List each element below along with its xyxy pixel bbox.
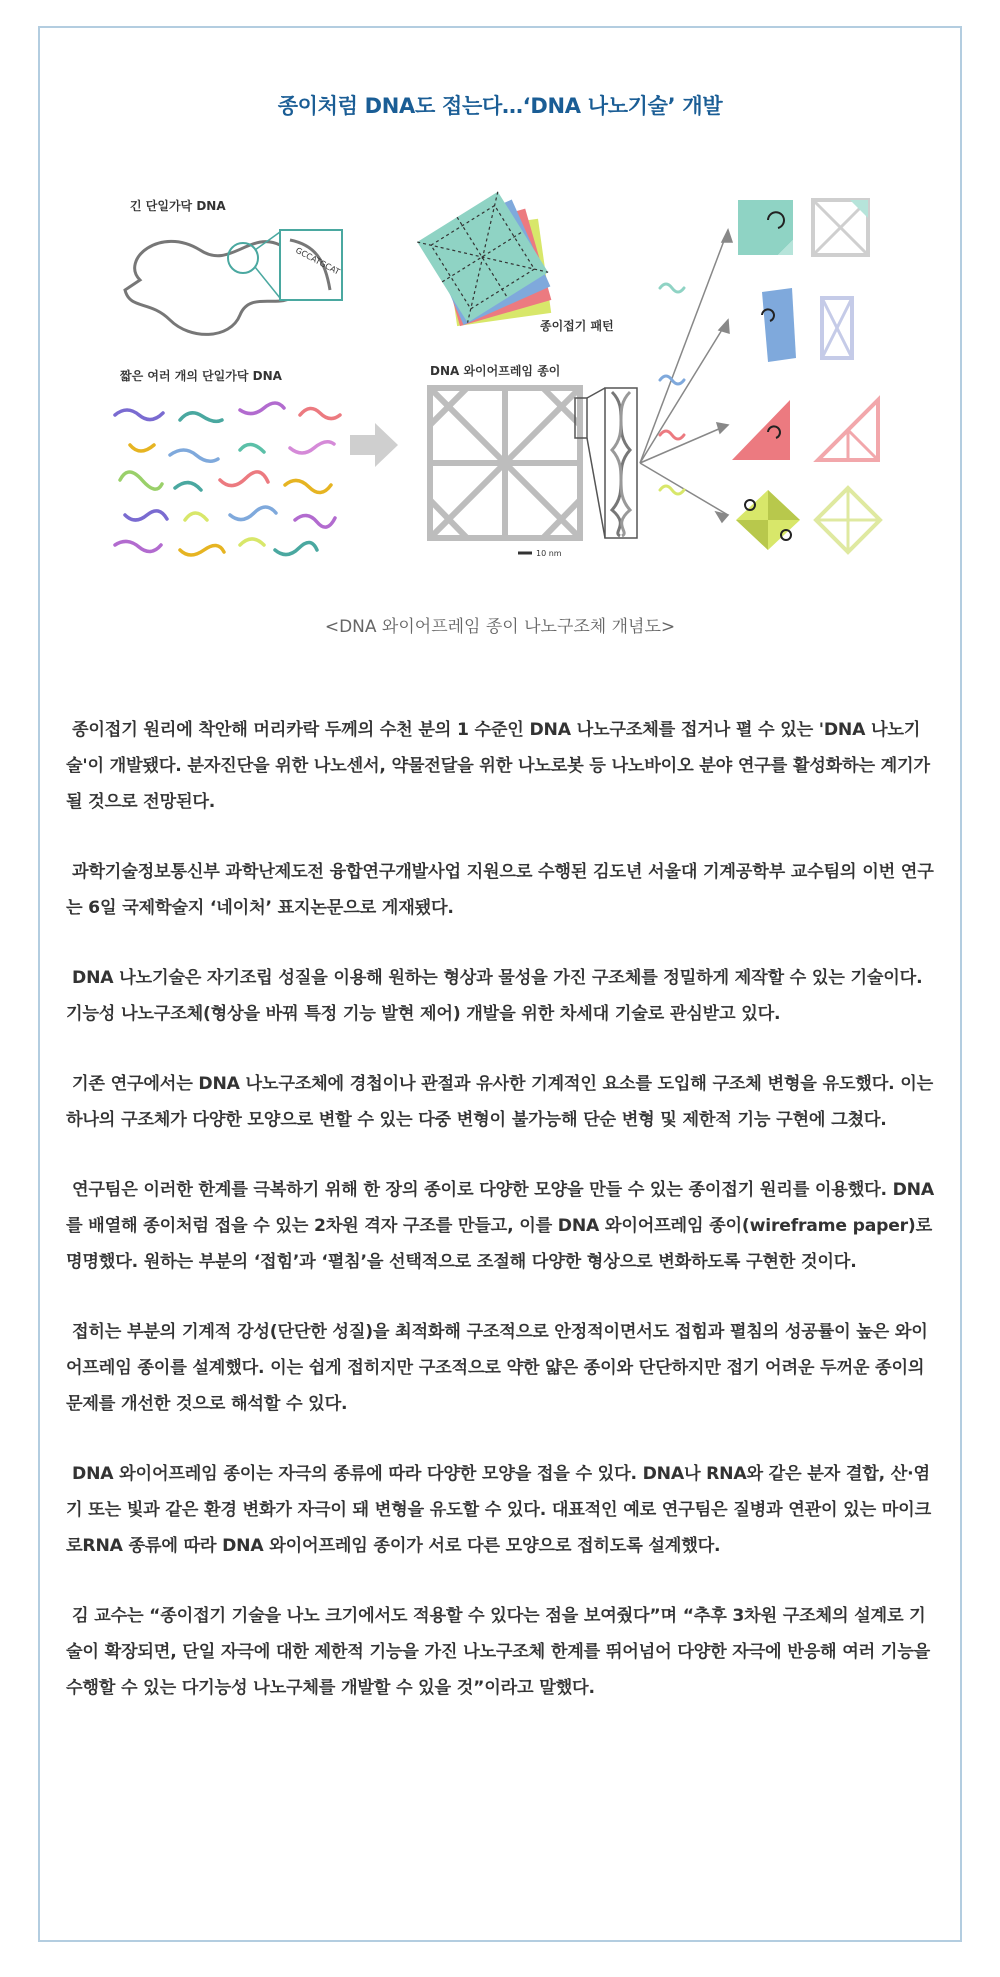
paragraph: 연구팀은 이러한 한계를 극복하기 위해 한 장의 종이로 다양한 모양을 만들 수 있는 종이접기 원리를 이용했다. DNA를 배열해 종이처럼 접을 수 있는 2차원 격자 구조를 만들고, 이를 DNA 와이어프레임 종이(wireframe paper)로 명명했다. 원하는 부분의 ‘접힘’과 ‘펼침’을 선택적으로 조절해 다양한 형상으로 변화하도록 구현한 것이다. <box>66 1180 934 1272</box>
paragraph: 김 교수는 “종이접기 기술을 나노 크기에서도 적용할 수 있다는 점을 보여줬다”며 “추후 3차원 구조체의 설계로 기술이 확장되면, 단일 자극에 대한 제한적 기능을 가진 나노구조체 한계를 뛰어넘어 다양한 자극에 반응해 여러 기능을 수행할 수 있는 다기능성 나노구체를 개발할 수 있을 것”이라고 말했다. <box>66 1606 931 1698</box>
paragraph: DNA 나노기술은 자기조립 성질을 이용해 원하는 형상과 물성을 가진 구조체를 정밀하게 제작할 수 있는 기술이다. 기능성 나노구조체(형상을 바꿔 특정 기능 발현 제어) 개발을 위한 차세대 기술로 관심받고 있다. <box>66 968 923 1024</box>
branch-arrows <box>640 230 732 522</box>
label-long-strand: 긴 단일가닥 DNA <box>130 199 226 213</box>
article-title: 종이처럼 DNA도 접는다…‘DNA 나노기술’ 개발 <box>277 94 723 118</box>
folding-pattern-stack <box>417 192 551 326</box>
article-body <box>66 712 936 1740</box>
paragraph: 접히는 부분의 기계적 강성(단단한 성질)을 최적화해 구조적으로 안정적이면서도 접힘과 펼침의 성공률이 높은 와이어프레임 종이를 설계했다. 이는 쉽게 접히지만 구조적으로 약한 얇은 종이와 단단하지만 접기 어려운 두꺼운 종이의 문제를 개선한 것으로 해석할 수 있다. <box>66 1322 928 1414</box>
paragraph: DNA 와이어프레임 종이는 자극의 종류에 따라 다양한 모양을 접을 수 있다. DNA나 RNA와 같은 분자 결합, 산·염기 또는 빛과 같은 환경 변화가 자극이 돼 변형을 유도할 수 있다. 대표적인 예로 연구팀은 질병과 연관이 있는 마이크로RNA 종류에 따라 DNA 와이어프레임 종이가 서로 다른 모양으로 접히도록 설계했다. <box>66 1464 931 1556</box>
paragraph: 기존 연구에서는 DNA 나노구조체에 경첩이나 관절과 유사한 기계적인 요소를 도입해 구조체 변형을 유도했다. 이는 하나의 구조체가 다양한 모양으로 변할 수 있는 다중 변형이 불가능해 단순 변형 및 제한적 기능 구현에 그쳤다. <box>66 1074 934 1130</box>
fold-shape-red <box>732 400 878 460</box>
stimulus-squiggles <box>660 284 684 494</box>
label-folding-pattern: 종이접기 패턴 <box>540 319 614 333</box>
short-dna-strands <box>115 403 340 555</box>
fold-shape-yellow <box>736 488 880 552</box>
label-short-strands: 짧은 여러 개의 단일가닥 DNA <box>120 369 282 383</box>
label-wireframe-paper: DNA 와이어프레임 종이 <box>430 364 561 378</box>
wireframe-paper <box>430 388 580 538</box>
process-arrow <box>350 423 398 467</box>
paragraph: 종이접기 원리에 착안해 머리카락 두께의 수천 분의 1 수준인 DNA 나노구조체를 접거나 펼 수 있는 'DNA 나노기술'이 개발됐다. 분자진단을 위한 나노센서, 약물전달을 위한 나노로봇 등 나노바이오 분야 연구를 활성화하는 계기가 될 것으로 전망된다. <box>66 720 930 812</box>
fold-shape-blue <box>762 288 852 362</box>
scale-label: 10 nm <box>536 549 562 558</box>
concept-figure <box>100 170 900 590</box>
fold-shape-teal <box>738 200 868 255</box>
paragraph: 과학기술정보통신부 과학난제도전 융합연구개발사업 지원으로 수행된 김도년 서울대 기계공학부 교수팀의 이번 연구는 6일 국제학술지 ‘네이처’ 표지논문으로 게재됐다. <box>66 862 934 918</box>
long-dna-strand <box>125 241 302 334</box>
sequence-label: GCCATGCAT <box>294 245 342 277</box>
figure-caption: <DNA 와이어프레임 종이 나노구조체 개념도> <box>324 617 676 637</box>
